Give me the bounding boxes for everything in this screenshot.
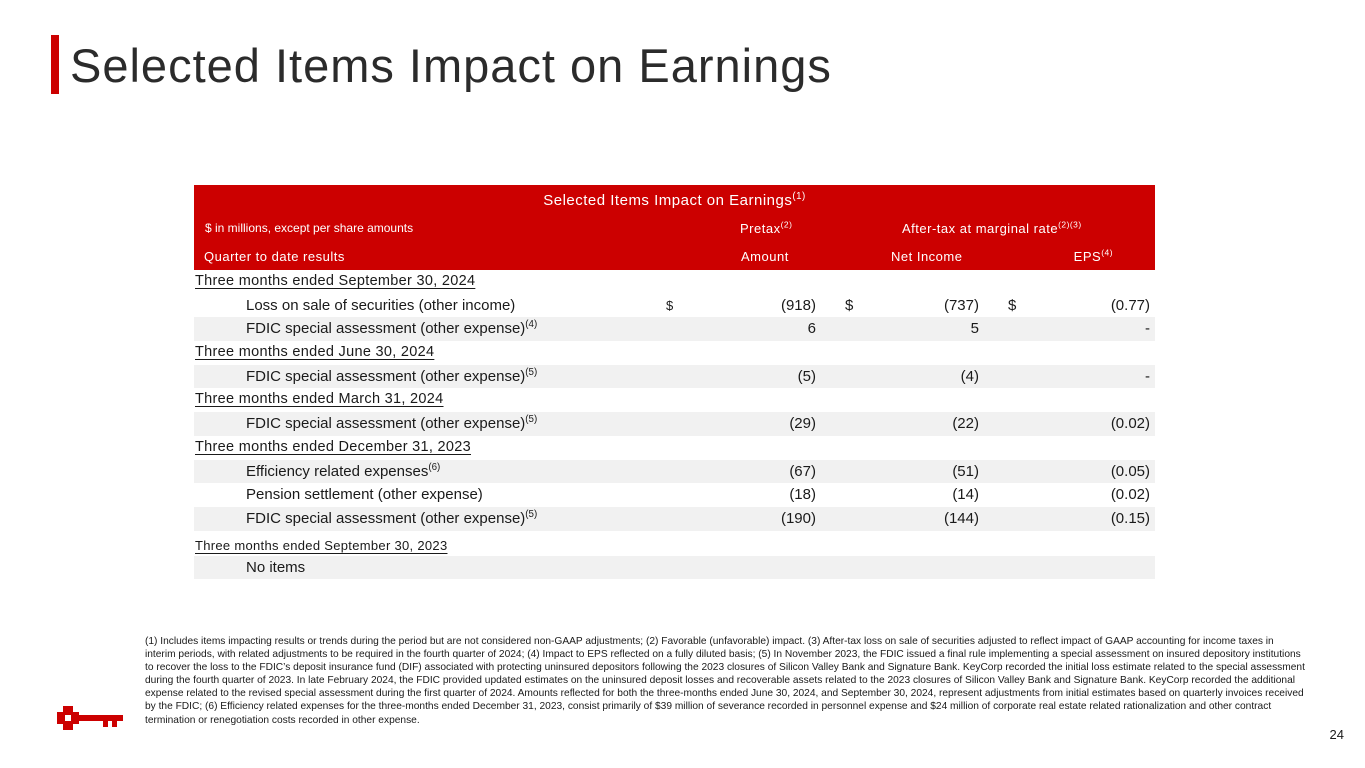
amount-cell: (18) bbox=[789, 486, 816, 504]
net-income-cell: 5 bbox=[970, 320, 979, 338]
eps-cell: (0.02) bbox=[1110, 486, 1150, 504]
footnote-ref: (4) bbox=[525, 319, 538, 331]
row-label bbox=[246, 317, 537, 341]
table-row bbox=[194, 365, 1155, 389]
row-label bbox=[246, 294, 515, 318]
section-header bbox=[194, 388, 1155, 412]
pretax-header: Pretax$^{(2)}$ bbox=[740, 219, 793, 236]
net-income-cell: (144) bbox=[943, 509, 979, 527]
row-label bbox=[246, 556, 305, 580]
table-header bbox=[194, 185, 1155, 270]
table-row bbox=[194, 507, 1155, 531]
table-row bbox=[194, 556, 1155, 580]
footnotes: (1) Includes items impacting results or trends during the period but are not considered non-GAAP adjustments; (2) Favorable (unfavorable) impact. (3) After-tax loss on sale of securities adjusted to reflect impact of GAAP accounting for income taxes in interim periods, with related adjustments to be required in the fourth quarter of 2024; (4) Impact to EPS reflected on a fully diluted basis; (5) In November 2023, the FDIC issued a final rule implementing a special assessment on insured depository institutions to recover the loss to the FDIC’s deposit insurance fund (DIF) associated with protecting uninsured depositors following the 2023 closures of Silicon Valley Bank and Signature Bank. KeyCorp recorded the initial loss estimate related to the special assessment during the fourth quarter of 2023. In late February 2024, the FDIC provided updated estimates on the uninsured deposit losses and recoverable assets related to the 2023 closures of Silicon Valley Bank and Signature Bank. KeyCorp recorded the additional expense related to the revised special assessment during the first quarter of 2024. Amounts reflected for both the three-months ended June 30, 2024, and September 30, 2024, represent adjustments from initial estimates based on quarterly invoices received by the FDIC; (6) Efficiency related expenses for the three-months ended December 31, 2023, consist primarily of $39 million of severance recorded in personnel expense and $24 million of corporate real estate related rationalization and other contract termination or renegotiation costs recorded in other expense. bbox=[145, 636, 1305, 726]
amount-cell: 6 bbox=[807, 320, 816, 338]
net-currency: $ bbox=[845, 296, 854, 314]
table-row bbox=[194, 483, 1155, 507]
eps-currency: $ bbox=[1008, 296, 1017, 314]
footnote-ref: (6) bbox=[428, 461, 441, 473]
section-header bbox=[194, 341, 1155, 365]
section-label: Three months ended March 31, 2024 bbox=[195, 391, 444, 408]
row-label-text: FDIC special assessment (other expense) bbox=[246, 320, 526, 338]
pretax-currency: $ bbox=[666, 297, 674, 313]
net-income-cell: (22) bbox=[952, 415, 979, 433]
key-logo-icon bbox=[55, 703, 125, 733]
section-label: Three months ended September 30, 2024 bbox=[195, 273, 476, 289]
row-label-text: FDIC special assessment (other expense) bbox=[246, 509, 526, 527]
header-row-3 bbox=[194, 249, 1155, 265]
net-income-header: Net Income bbox=[891, 249, 963, 264]
section-label: Three months ended December 31, 2023 bbox=[195, 438, 471, 455]
page-title: Selected Items Impact on Earnings bbox=[70, 39, 832, 92]
amount-cell: (918) bbox=[780, 296, 816, 314]
amount-cell: (67) bbox=[789, 462, 816, 480]
row-label-text: Loss on sale of securities (other income) bbox=[246, 296, 516, 314]
table-title: Selected Items Impact on Earnings$^{(1)}$ bbox=[543, 191, 806, 209]
net-income-cell: (4) bbox=[960, 367, 979, 385]
table-row bbox=[194, 412, 1155, 436]
row-label-text: FDIC special assessment (other expense) bbox=[246, 367, 526, 385]
row-label-text: Efficiency related expenses bbox=[246, 462, 429, 480]
row-label-text: FDIC special assessment (other expense) bbox=[246, 415, 526, 433]
page-number: 24 bbox=[1329, 727, 1344, 742]
eps-header: EPS$^{(4)}$ bbox=[1073, 247, 1113, 264]
row-label bbox=[246, 365, 537, 389]
amount-header: Amount bbox=[741, 249, 789, 264]
section-label: Three months ended September 30, 2023 bbox=[195, 537, 448, 553]
table-row bbox=[194, 294, 1155, 318]
row-label-text: Pension settlement (other expense) bbox=[246, 486, 483, 504]
earnings-table bbox=[194, 185, 1155, 579]
net-income-cell: (14) bbox=[952, 486, 979, 504]
footnote-ref: (5) bbox=[525, 366, 538, 378]
table-row bbox=[194, 317, 1155, 341]
net-income-cell: (737) bbox=[943, 296, 979, 314]
row-label-text: No items bbox=[246, 558, 306, 576]
section-header bbox=[194, 531, 1155, 556]
period-header: Quarter to date results bbox=[204, 249, 345, 264]
table-body bbox=[194, 270, 1155, 579]
footnote-ref: (5) bbox=[525, 508, 538, 520]
row-label bbox=[246, 483, 483, 507]
footnote-ref: (5) bbox=[525, 414, 538, 426]
aftertax-header: After-tax at marginal rate$^{(2)(3)}$ bbox=[902, 219, 1082, 236]
section-header bbox=[194, 270, 1155, 294]
eps-cell: (0.02) bbox=[1110, 415, 1150, 433]
eps-cell: - bbox=[1145, 320, 1150, 338]
units-note: $ in millions, except per share amounts bbox=[205, 221, 414, 235]
row-label bbox=[246, 507, 537, 531]
eps-cell: (0.15) bbox=[1110, 509, 1150, 527]
amount-cell: (5) bbox=[797, 367, 816, 385]
net-income-cell: (51) bbox=[952, 462, 979, 480]
amount-cell: (29) bbox=[789, 415, 816, 433]
amount-cell: (190) bbox=[780, 509, 816, 527]
eps-cell: - bbox=[1145, 367, 1150, 385]
row-label bbox=[246, 412, 537, 436]
eps-cell: (0.77) bbox=[1110, 296, 1150, 314]
section-label: Three months ended June 30, 2024 bbox=[195, 344, 435, 361]
title-accent-bar bbox=[51, 35, 59, 94]
table-row bbox=[194, 460, 1155, 484]
eps-cell: (0.05) bbox=[1110, 462, 1150, 480]
row-label bbox=[246, 460, 440, 484]
header-row-2 bbox=[194, 221, 1155, 237]
section-header bbox=[194, 436, 1155, 460]
